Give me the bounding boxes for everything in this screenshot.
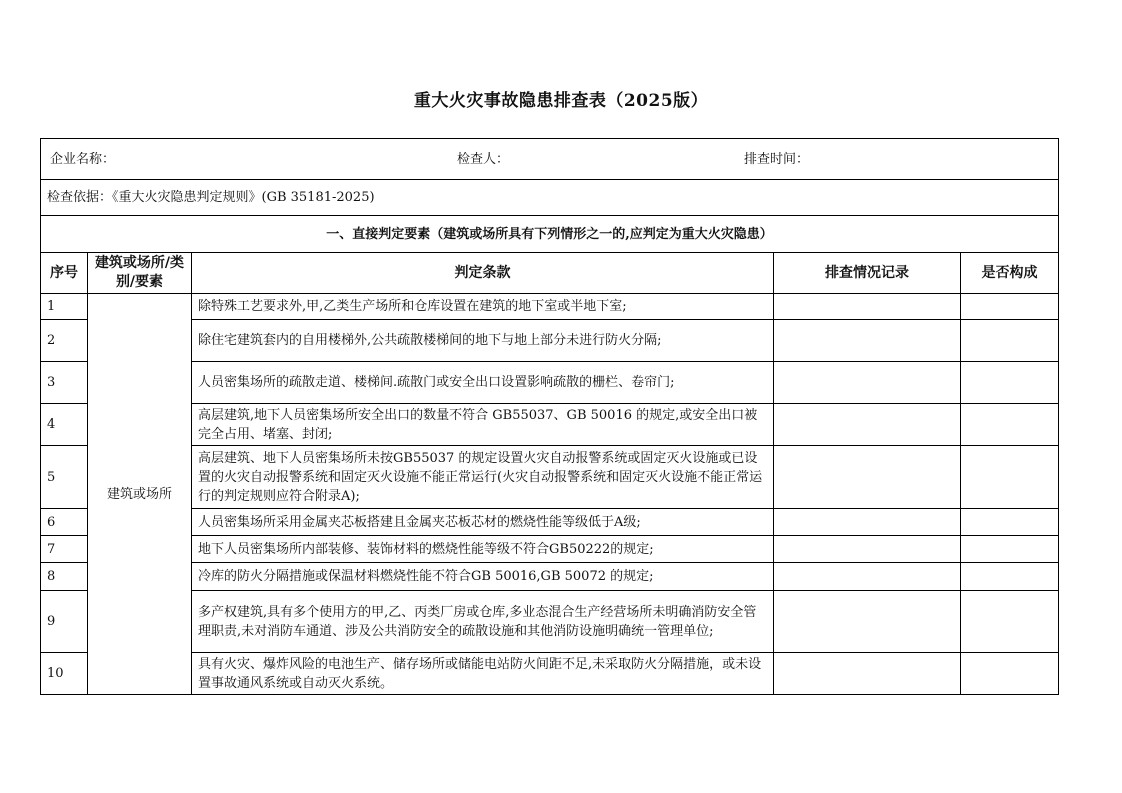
constitutes-cell[interactable] (961, 446, 1059, 509)
header-row (41, 253, 1059, 294)
row-number: 4 (41, 404, 88, 446)
clause-text: 人员密集场所采用金属夹芯板搭建且金属夹芯板芯材的燃烧性能等级低于A级; (192, 509, 774, 536)
row-number: 8 (41, 563, 88, 591)
table-row (41, 591, 1059, 653)
header-constitutes: 是否构成 (961, 253, 1059, 294)
header-category (88, 253, 192, 294)
clause-text: 多产权建筑,具有多个使用方的甲,乙、丙类厂房或仓库,多业态混合生产经营场所未明确消防安全管理职责,未对消防车通道、涉及公共消防安全的疏散设施和其他消防设施明确统一管理单位; (192, 591, 774, 653)
row-number: 6 (41, 509, 88, 536)
clause-text: 高层建筑、地下人员密集场所未按GB55037 的规定设置火灾自动报警系统或固定灭火设施或已设置的火灾自动报警系统和固定灭火设施不能正常运行(火灾自动报警系统和固定灭火设施不能正常运行的判定规则应符合附录A); (192, 446, 774, 509)
record-cell[interactable] (774, 536, 961, 563)
table-row (41, 446, 1059, 509)
clause-text: 冷库的防火分隔措施或保温材料燃烧性能不符合GB 50016,GB 50072 的规定; (192, 563, 774, 591)
table-row (41, 294, 1059, 320)
clause-text: 除特殊工艺要求外,甲,乙类生产场所和仓库设置在建筑的地下室或半地下室; (192, 294, 774, 320)
constitutes-cell[interactable] (961, 294, 1059, 320)
document-title: 重大火灾事故隐患排查表（2025版） (413, 91, 709, 111)
constitutes-cell[interactable] (961, 653, 1059, 695)
header-category-text: 建筑或场所/类别/要素 (94, 255, 185, 290)
header-clause: 判定条款 (192, 253, 774, 294)
clause-text: 除住宅建筑套内的自用楼梯外,公共疏散楼梯间的地下与地上部分未进行防火分隔; (192, 320, 774, 362)
clause-text: 高层建筑,地下人员密集场所安全出口的数量不符合 GB55037、GB 50016 的规定,或安全出口被完全占用、堵塞、封闭; (192, 404, 774, 446)
row-number: 9 (41, 591, 88, 653)
table-row (41, 320, 1059, 362)
clause-text: 地下人员密集场所内部装修、装饰材料的燃烧性能等级不符合GB50222的规定; (192, 536, 774, 563)
record-cell[interactable] (774, 563, 961, 591)
constitutes-cell[interactable] (961, 362, 1059, 404)
table-row (41, 536, 1059, 563)
record-cell[interactable] (774, 362, 961, 404)
inspection-table (40, 138, 1059, 695)
info-cell (41, 139, 1059, 180)
row-number: 10 (41, 653, 88, 695)
category-cell: 建筑或场所 (88, 294, 192, 695)
inspection-basis: 检查依据：《重大火灾隐患判定规则》(GB 35181-2025) (41, 180, 1059, 216)
table-row (41, 509, 1059, 536)
table-row (41, 362, 1059, 404)
record-cell[interactable] (774, 294, 961, 320)
row-number: 5 (41, 446, 88, 509)
table-row (41, 404, 1059, 446)
inspection-time-label: 排查时间： (744, 152, 810, 167)
company-name-label: 企业名称： (50, 152, 116, 167)
constitutes-cell[interactable] (961, 563, 1059, 591)
header-record: 排查情况记录 (774, 253, 961, 294)
table-row (41, 653, 1059, 695)
record-cell[interactable] (774, 653, 961, 695)
row-number: 1 (41, 294, 88, 320)
constitutes-cell[interactable] (961, 320, 1059, 362)
section-title: 一、直接判定要素（建筑或场所具有下列情形之一的,应判定为重大火灾隐患） (41, 216, 1059, 253)
record-cell[interactable] (774, 320, 961, 362)
row-number: 3 (41, 362, 88, 404)
record-cell[interactable] (774, 446, 961, 509)
row-number: 2 (41, 320, 88, 362)
section-row (41, 216, 1059, 253)
inspector-label: 检查人： (457, 152, 510, 167)
constitutes-cell[interactable] (961, 536, 1059, 563)
record-cell[interactable] (774, 509, 961, 536)
record-cell[interactable] (774, 591, 961, 653)
header-num: 序号 (41, 253, 88, 294)
constitutes-cell[interactable] (961, 404, 1059, 446)
clause-text: 人员密集场所的疏散走道、楼梯间.疏散门或安全出口设置影响疏散的栅栏、卷帘门; (192, 362, 774, 404)
clause-text: 具有火灾、爆炸风险的电池生产、储存场所或储能电站防火间距不足,未采取防火分隔措施，或未设置事故通风系统或自动灭火系统。 (192, 653, 774, 695)
constitutes-cell[interactable] (961, 591, 1059, 653)
record-cell[interactable] (774, 404, 961, 446)
basis-row (41, 180, 1059, 216)
constitutes-cell[interactable] (961, 509, 1059, 536)
info-row (41, 139, 1059, 180)
row-number: 7 (41, 536, 88, 563)
table-row (41, 563, 1059, 591)
